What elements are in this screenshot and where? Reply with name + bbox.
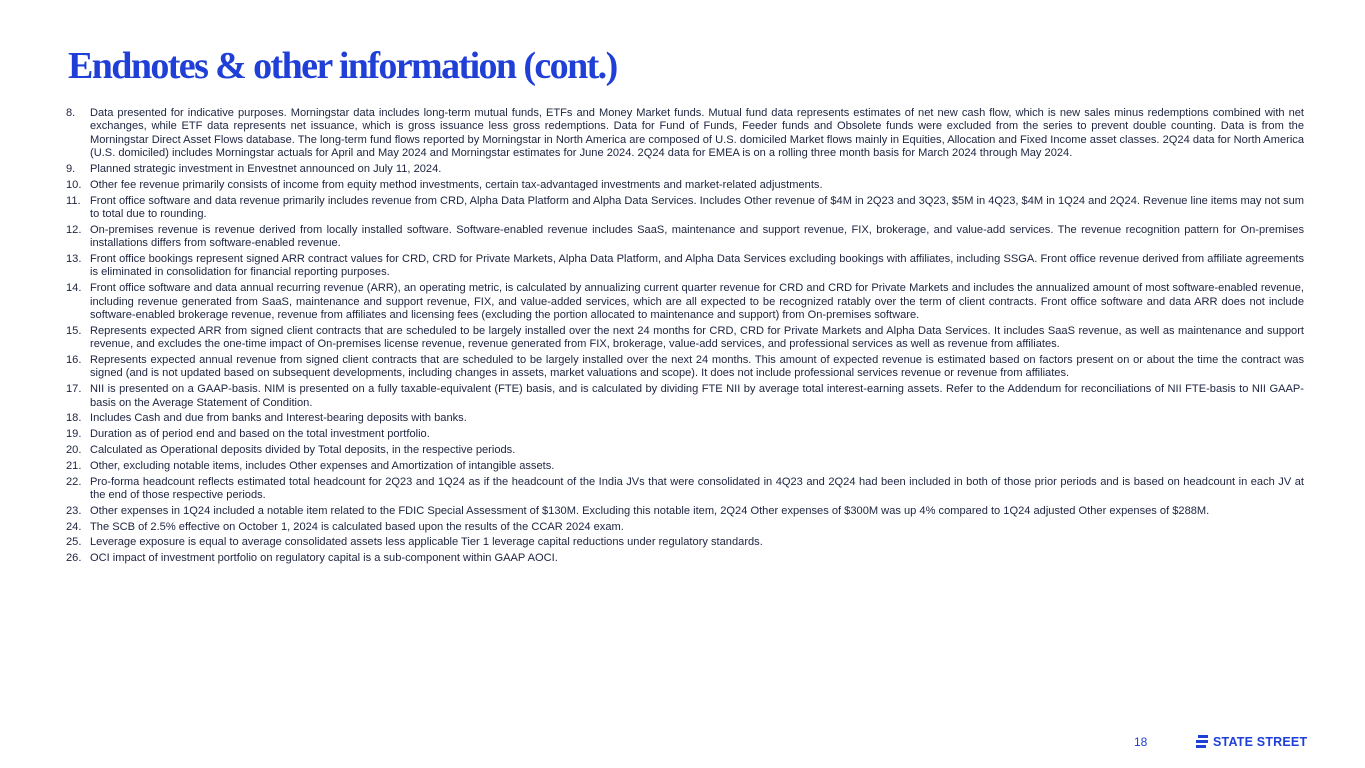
endnote-item <box>66 354 1304 381</box>
endnote-text: Other expenses in 1Q24 included a notable item related to the FDIC Special Assessment of $130M. Excluding this notable item, 2Q24 Other expenses of $300M was up 4% compared to 1Q24 adjusted Other expenses of $288M. <box>90 504 1210 517</box>
endnote-item <box>66 460 1304 473</box>
brand-name: STATE STREET <box>1213 735 1308 749</box>
endnote-number: 20. <box>66 444 82 457</box>
state-street-logo <box>1195 734 1307 750</box>
endnote-text: Calculated as Operational deposits divided by Total deposits, in the respective periods. <box>90 444 516 457</box>
endnote-text: OCI impact of investment portfolio on regulatory capital is a sub-component within GAAP AOCI. <box>90 552 558 565</box>
endnote-number: 16. <box>66 354 82 367</box>
endnote-text: On-premises revenue is revenue derived from locally installed software. Software-enabled revenue includes SaaS, maintenance and support revenue, FIX, brokerage, and value-add services. The revenue recognition pattern for On-premises installations differs from software-enabled revenue. <box>90 223 1304 250</box>
endnote-number: 11. <box>66 194 81 207</box>
endnote-text: Represents expected annual revenue from signed client contracts that are scheduled to be largely installed over the next 24 months. This amount of expected revenue is estimated based on factors present on or about the time the contract was signed (and is not updated based on subsequent developments, including changes in assets, market valuations and scope). It does not include professional services revenue or revenue from affiliates. <box>90 354 1304 380</box>
endnote-number: 21. <box>66 459 82 472</box>
endnote-item <box>66 107 1304 161</box>
endnote-number: 12. <box>66 223 82 236</box>
endnote-item <box>66 224 1304 251</box>
endnote-number: 10. <box>66 178 82 191</box>
endnote-text: Pro-forma headcount reflects estimated total headcount for 2Q23 and 1Q24 as if the headcount of the India JVs that were consolidated in 4Q23 and 2Q24 had been included in both of those prior periods and is based on headcount in each JV at the end of those respective periods. <box>90 475 1304 502</box>
endnote-number: 9. <box>66 163 76 176</box>
endnote-text: NII is presented on a GAAP-basis. NIM is presented on a fully taxable-equivalent (FTE) basis, and is calculated by dividing FTE NII by average total interest-earning assets. Refer to the Addendum for reconciliations of NII FTE-basis to NII GAAP-basis on the Average Statement of Condition. <box>90 383 1304 409</box>
endnote-item <box>66 383 1304 410</box>
endnote-item <box>66 412 1304 425</box>
endnote-number: 18. <box>66 412 82 425</box>
endnote-number: 13. <box>66 253 82 266</box>
endnotes-list <box>66 107 1304 568</box>
endnote-text: Includes Cash and due from banks and Interest-bearing deposits with banks. <box>90 412 467 425</box>
endnote-text: Front office bookings represent signed ARR contract values for CRD, CRD for Private Markets, Alpha Data Platform, and Alpha Data Services excluding bookings with affiliates, including SSGA. Front office revenue derived from affiliate agreements is eliminated in consolidation for financial reporting purposes. <box>90 253 1304 279</box>
endnote-number: 22. <box>66 475 82 488</box>
endnote-text: The SCB of 2.5% effective on October 1, 2024 is calculated based upon the results of the CCAR 2024 exam. <box>90 520 624 533</box>
state-street-logo-icon <box>1195 734 1209 750</box>
endnote-item <box>66 179 1304 192</box>
endnote-item <box>66 521 1304 534</box>
endnote-item <box>66 505 1304 518</box>
endnote-text: Leverage exposure is equal to average consolidated assets less applicable Tier 1 leverage capital reductions under regulatory standards. <box>90 536 763 549</box>
endnote-number: 24. <box>66 520 82 533</box>
endnote-text: Planned strategic investment in Envestnet announced on July 11, 2024. <box>90 163 442 176</box>
endnote-number: 14. <box>66 282 82 295</box>
endnote-number: 15. <box>66 324 82 337</box>
endnote-text: Represents expected ARR from signed client contracts that are scheduled to be largely installed over the next 24 months for CRD, CRD for Private Markets and Alpha Data Services. It includes SaaS revenue, as well as maintenance and support revenue, and excludes the one-time impact of On-premises license revenue, revenue generated from FIX, brokerage, value-add services, and professional services as well as revenue from affiliates. <box>90 324 1304 351</box>
endnote-number: 17. <box>66 383 82 396</box>
endnote-item <box>66 536 1304 549</box>
endnote-item <box>66 253 1304 280</box>
endnote-number: 26. <box>66 552 82 565</box>
endnote-text: Front office software and data revenue primarily includes revenue from CRD, Alpha Data Platform and Alpha Data Services. Includes Other revenue of $4M in 2Q23 and 3Q23, $5M in 4Q23, $4M in 1Q24 and 2Q24. Revenue line items may not sum to total due to rounding. <box>90 194 1304 221</box>
endnote-number: 25. <box>66 536 82 549</box>
page-title: Endnotes & other information (cont.) <box>68 45 617 87</box>
endnote-text: Other, excluding notable items, includes Other expenses and Amortization of intangible assets. <box>90 459 555 472</box>
endnote-item <box>66 428 1304 441</box>
endnote-text: Data presented for indicative purposes. Morningstar data includes long-term mutual funds, ETFs and Money Market funds. Mutual fund data represents estimates of net new cash flow, which is new sales minus redemptions combined with net exchanges, while ETF data represents net issuance, which is gross issuance less gross redemptions. Data for Fund of Funds, Feeder funds and Obsolete funds were excluded from the series to prevent double counting. Data is from the Morningstar Direct Asset Flows database. The long-term fund flows reported by Morningstar in North America are composed of U.S. domiciled Market flows mainly in Equities, Allocation and Fixed Income asset classes. 2Q24 data for North America (U.S. domiciled) includes Morningstar actuals for April and May 2024 and Morningstar estimates for June 2024. 2Q24 data for EMEA is on a rolling three month basis for March 2024 through May 2024. <box>90 107 1304 160</box>
page-number: 18 <box>1134 735 1148 749</box>
endnote-item <box>66 552 1304 565</box>
endnote-text: Other fee revenue primarily consists of income from equity method investments, certain tax-advantaged investments and market-related adjustments. <box>90 178 823 191</box>
endnote-number: 19. <box>66 428 82 441</box>
endnote-text: Front office software and data annual recurring revenue (ARR), an operating metric, is calculated by annualizing current quarter revenue for CRD and CRD for Private Markets and includes the annualized amount of most software-enabled revenue, including revenue generated from SaaS, maintenance and support revenue, FIX, and value-added services, which are all expected to be recognized ratably over the term of client contracts. Front office software and data ARR does not include software-enabled brokerage revenue, revenue from affiliates and licensing fees (excluding the portion allocated to maintenance and support) from On-premises software. <box>90 282 1304 322</box>
endnote-text: Duration as of period end and based on the total investment portfolio. <box>90 428 430 441</box>
endnote-number: 8. <box>66 107 76 119</box>
endnote-number: 23. <box>66 504 82 517</box>
endnote-item <box>66 163 1304 176</box>
endnote-item <box>66 325 1304 352</box>
endnote-item <box>66 476 1304 503</box>
endnote-item <box>66 195 1304 222</box>
endnote-item <box>66 444 1304 457</box>
endnote-item <box>66 282 1304 322</box>
